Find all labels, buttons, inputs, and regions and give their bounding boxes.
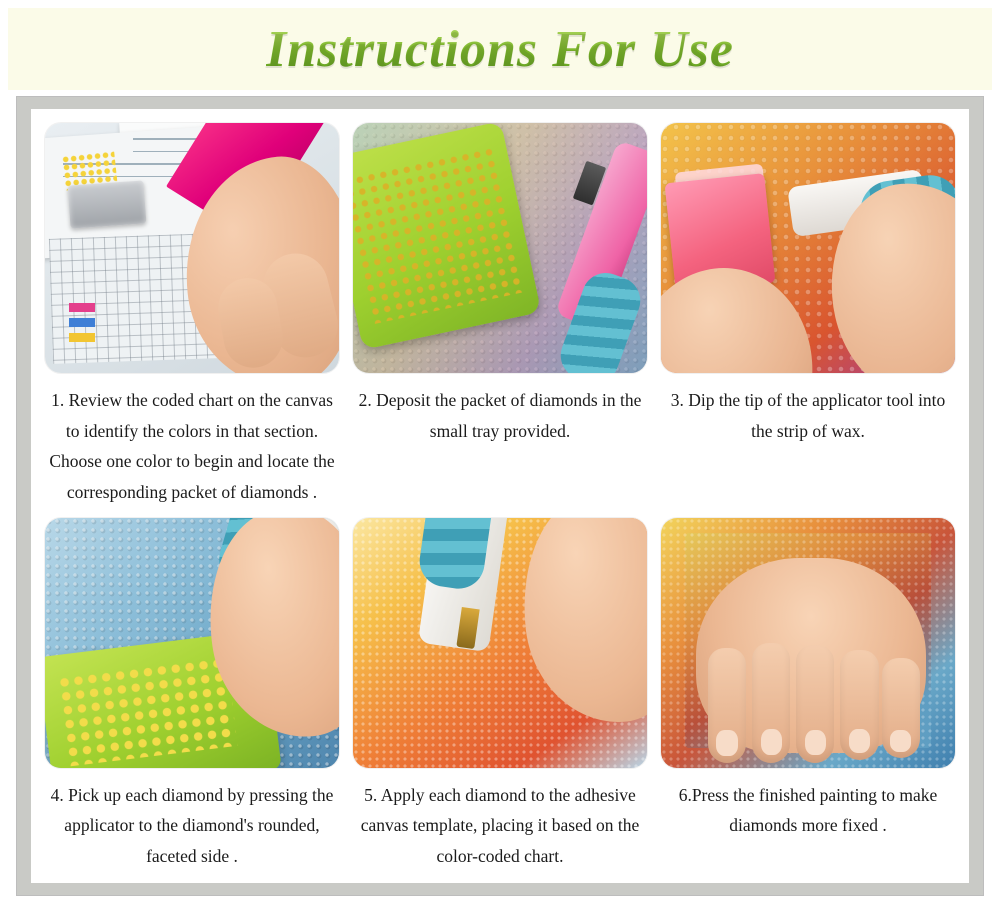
step-item [661, 123, 955, 508]
step-1-caption: 1. Review the coded chart on the canvas to identify the colors in that section. Choose one color to begin and locate the corresponding packet of diamonds . [49, 390, 335, 502]
step-2-photo [353, 123, 647, 373]
content-frame-inner [31, 109, 969, 883]
step-item [353, 123, 647, 508]
step-5-photo [353, 518, 647, 768]
step-item [45, 518, 339, 874]
step-4-caption: 4. Pick up each diamond by pressing the applicator to the diamond's rounded, faceted side . [50, 784, 334, 866]
step-5-caption: 5. Apply each diamond to the adhesive canvas template, placing it based on the color-coded chart. [360, 784, 640, 866]
step-6-caption: 6.Press the finished painting to make diamonds more fixed . [678, 784, 938, 836]
step-6-photo [661, 518, 955, 768]
step-4-photo [45, 518, 339, 768]
page-title: Instructions For Use [266, 20, 734, 78]
step-3-caption: 3. Dip the tip of the applicator tool into the strip of wax. [670, 390, 946, 441]
step-2-caption: 2. Deposit the packet of diamonds in the small tray provided. [358, 390, 642, 441]
steps-grid [45, 123, 955, 873]
header-banner [8, 8, 992, 90]
step-item [353, 518, 647, 874]
content-frame [16, 96, 984, 896]
step-1-photo [45, 123, 339, 373]
step-item [661, 518, 955, 874]
step-item [45, 123, 339, 508]
step-3-photo [661, 123, 955, 373]
